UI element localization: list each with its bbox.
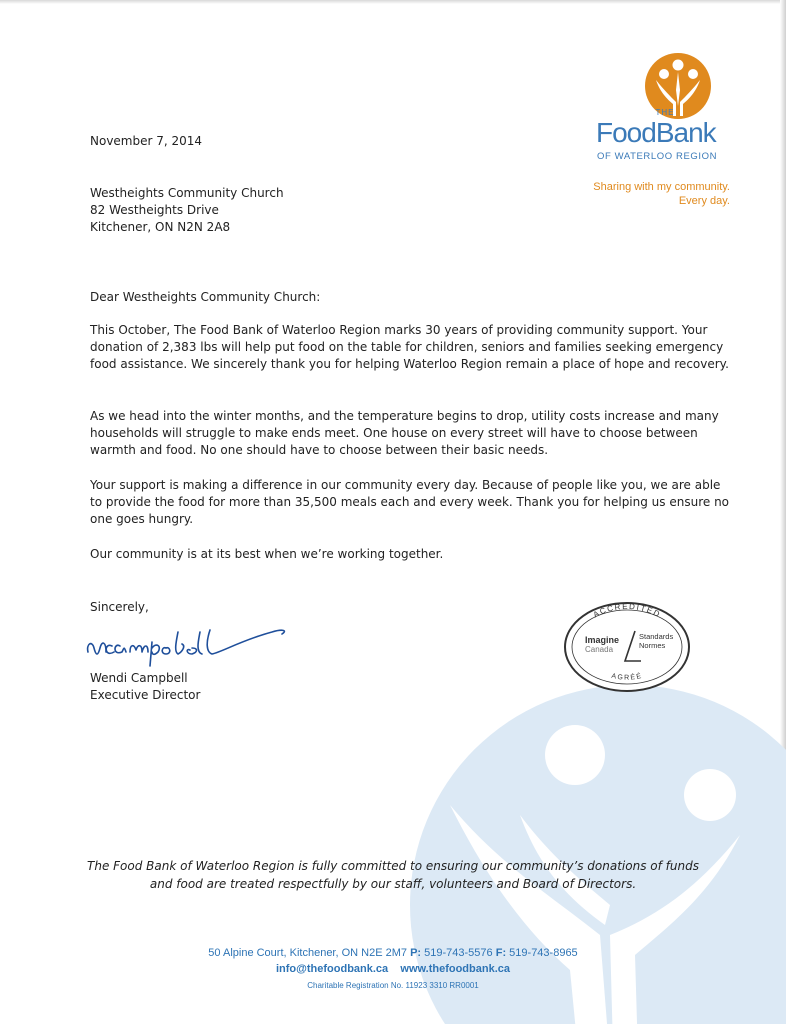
seal-canada: Canada xyxy=(585,645,614,654)
logo-the-text: THE xyxy=(655,108,675,117)
body-paragraph-1: This October, The Food Bank of Waterloo Region marks 30 years of providing community support. Your donation of 2,383 lbs will help put food on the table for children, seniors and families seeking emergency food assistance. We sincerely thank you for helping Waterloo Region remain a place of hope and recovery. xyxy=(90,323,729,371)
footer-contact-line xyxy=(0,947,786,959)
footer-email-link[interactable]: info@thefoodbank.ca xyxy=(275,963,389,975)
logo-name-text: FoodBank xyxy=(596,117,716,148)
tagline xyxy=(593,180,730,208)
body-paragraph-4: Our community is at its best when we’re working together. xyxy=(90,547,444,561)
footer-web-line xyxy=(0,963,786,975)
commitment-line-1: The Food Bank of Waterloo Region is fully committed to ensuring our community’s donations of funds xyxy=(87,859,699,873)
footer-website-link[interactable]: www.thefoodbank.ca xyxy=(400,963,510,975)
closing: Sincerely, xyxy=(90,600,149,614)
recipient-name: Westheights Community Church xyxy=(90,186,284,200)
seal-standards: Standards xyxy=(639,632,674,641)
logo-subtitle-text: OF WATERLOO REGION xyxy=(597,151,718,162)
tagline-line-1: Sharing with my community. xyxy=(593,181,730,193)
recipient-street: 82 Westheights Drive xyxy=(90,203,219,217)
signer-title: Executive Director xyxy=(90,688,201,702)
footer-fax: 519-743-8965 xyxy=(509,947,578,959)
imagine-canada-accredited-seal-icon xyxy=(563,601,691,693)
seal-bottom-text: AGRÉÉ xyxy=(610,672,644,682)
body-paragraph-3: Your support is making a difference in our community every day. Because of people like you, we are able to provide the food for more than 35,500 meals each and every week. Thank you for helping us ensure no one goes hungry. xyxy=(90,478,730,526)
seal-top-text: ACCREDITED xyxy=(591,601,663,620)
salutation: Dear Westheights Community Church: xyxy=(90,290,321,304)
signature-image xyxy=(82,612,302,670)
signer-name: Wendi Campbell xyxy=(90,671,188,685)
body-paragraph-2: As we head into the winter months, and the temperature begins to drop, utility costs increase and many households will struggle to make ends meet. One house on every street will have to choose between warmth and food. No one should have to choose between their basic needs. xyxy=(90,409,719,457)
tagline-line-2: Every day. xyxy=(678,195,730,207)
commitment-statement xyxy=(60,857,726,893)
seal-normes: Normes xyxy=(639,641,666,650)
seal-imagine: Imagine xyxy=(585,635,620,645)
footer-fax-label: F: xyxy=(495,947,507,959)
letter-date: November 7, 2014 xyxy=(90,134,203,148)
scan-edge-top xyxy=(0,0,786,4)
recipient-city: Kitchener, ON N2N 2A8 xyxy=(90,220,231,234)
footer-phone-label: P: xyxy=(410,947,422,959)
footer-phone: 519-743-5576 xyxy=(424,947,493,959)
footer-address: 50 Alpine Court, Kitchener, ON N2E 2M7 xyxy=(208,947,408,959)
commitment-line-2: and food are treated respectfully by our staff, volunteers and Board of Directors. xyxy=(149,877,637,891)
footer-charity-registration: Charitable Registration No. 11923 3310 RR0001 xyxy=(307,981,479,990)
